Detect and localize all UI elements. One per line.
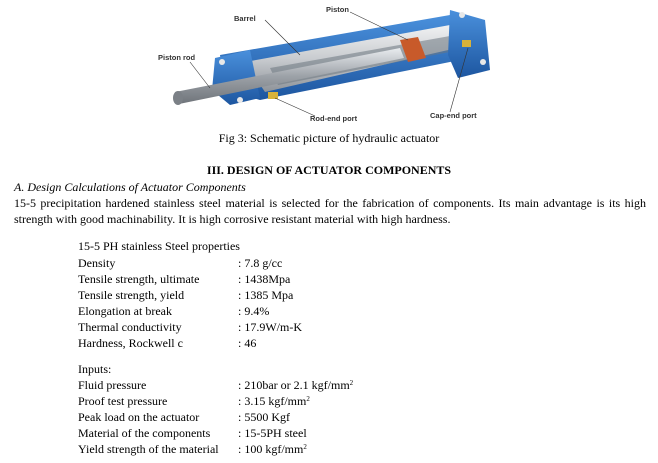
- prop-value-tensile-ultimate: : 1438Mpa: [238, 272, 291, 286]
- label-rod-end-port: Rod-end port: [310, 114, 358, 123]
- input-label-fluid-pressure: Fluid pressure: [78, 378, 147, 392]
- section-heading: III. DESIGN OF ACTUATOR COMPONENTS: [206, 163, 452, 177]
- hydraulic-actuator-figure: [150, 0, 500, 125]
- label-piston-rod: Piston rod: [158, 53, 196, 62]
- input-label-peak-load: Peak load on the actuator: [78, 410, 200, 424]
- figure-caption: Fig 3: Schematic picture of hydraulic actuator: [218, 131, 440, 145]
- section-paragraph: 15-5 precipitation hardened stainless steel material is selected for the fabrication of components. Its main advantage is its high strength with good machinability. It is high corrosive resistant material with high hardness.: [14, 196, 646, 226]
- prop-value-hardness: : 46: [238, 336, 257, 350]
- prop-label-thermal: Thermal conductivity: [78, 320, 182, 334]
- section-subheading: A. Design Calculations of Actuator Components: [14, 180, 246, 194]
- input-label-proof-pressure: Proof test pressure: [78, 394, 168, 408]
- input-label-yield-strength: Yield strength of the material: [78, 442, 219, 456]
- prop-label-tensile-yield: Tensile strength, yield: [78, 288, 185, 302]
- input-label-material: Material of the components: [78, 426, 211, 440]
- label-piston: Piston: [326, 5, 349, 14]
- label-barrel: Barrel: [234, 14, 256, 23]
- input-value-peak-load: : 5500 Kgf: [238, 410, 290, 424]
- rod-end-port-shape: [268, 92, 278, 99]
- prop-value-tensile-yield: : 1385 Mpa: [238, 288, 294, 302]
- properties-title: 15-5 PH stainless Steel properties: [78, 239, 240, 253]
- input-value-fluid-pressure: : 210bar or 2.1 kgf/$mm^2$: [238, 378, 354, 392]
- inputs-title: Inputs:: [78, 362, 112, 376]
- prop-label-density: Density: [78, 256, 116, 270]
- input-value-yield-strength: : 100 kgf/$mm^2$: [238, 442, 307, 456]
- prop-label-elongation: Elongation at break: [78, 304, 172, 318]
- prop-value-density: : 7.8 g/cc: [238, 256, 283, 270]
- actuator-drawing: [173, 10, 490, 105]
- prop-label-hardness: Hardness, Rockwell c: [78, 336, 183, 350]
- prop-value-thermal: : 17.9W/m-K: [238, 320, 302, 334]
- input-value-proof-pressure: : 3.15 kgf/$mm^2$: [238, 394, 310, 408]
- label-cap-end-port: Cap-end port: [430, 111, 477, 120]
- prop-label-tensile-ultimate: Tensile strength, ultimate: [78, 272, 200, 286]
- cap-end-port-shape: [462, 40, 471, 47]
- prop-value-elongation: : 9.4%: [238, 304, 270, 318]
- input-value-material: : 15-5PH steel: [238, 426, 307, 440]
